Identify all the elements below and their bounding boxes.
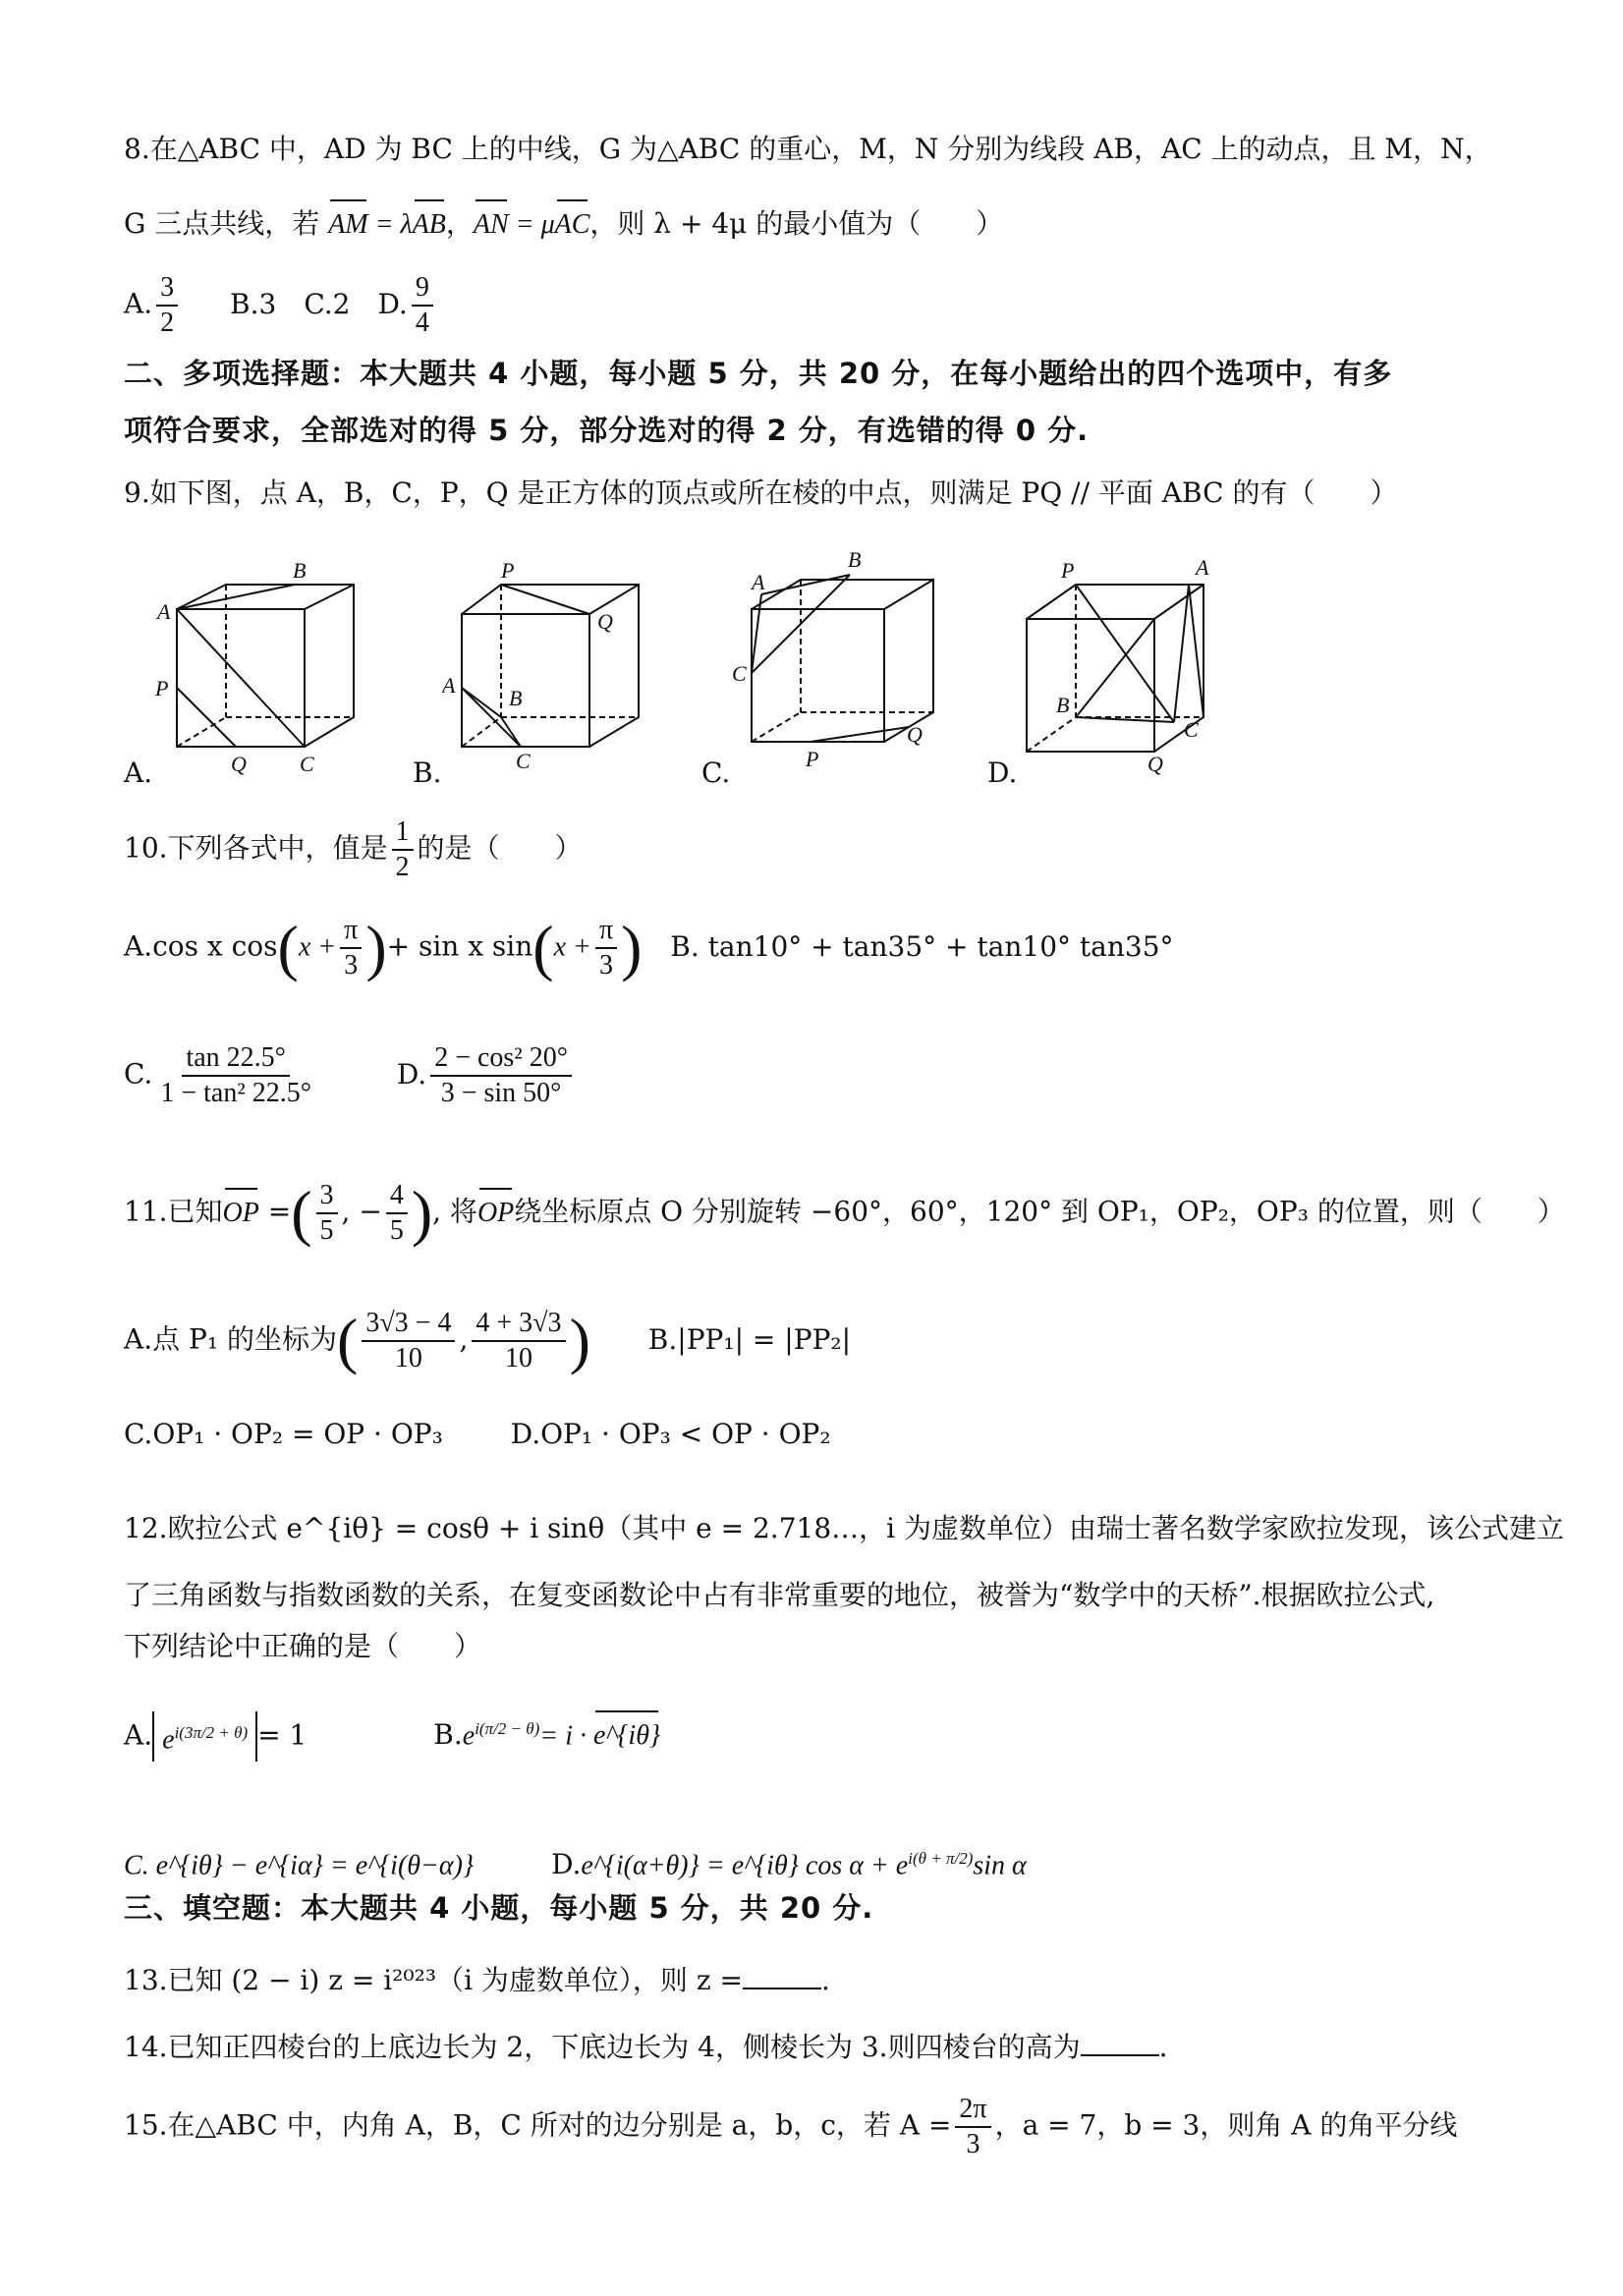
q12-line1: 12.欧拉公式 e^{iθ} = cosθ + i sinθ（其中 e = 2.718…，i 为虚数单位）由瑞士著名数学家欧拉发现，该公式建立 [124,1512,1565,1544]
fig-d-label-c: C [1184,717,1199,742]
q11-frac2 [386,1179,408,1248]
q12-option-a-abs [152,1711,257,1762]
fig-c-label-q: Q [907,722,923,747]
vector-ab: AB [413,205,446,245]
fig-c-label-p: P [806,747,819,771]
section3-title: 三、填空题：本大题共 4 小题，每小题 5 分，共 20 分. [124,1891,874,1925]
q15 [124,2093,1457,2161]
frac-den: 5 [389,1215,404,1246]
q10-post: 的是（ ） [417,831,583,865]
frac-den: 2 [160,308,175,338]
frac-num: 3 [156,271,178,307]
q12-option-a-label: A. [124,1718,153,1752]
section2-line1: 二、多项选择题：本大题共 4 小题，每小题 5 分，共 20 分，在每小题给出的四个选项中，有多 [124,357,1393,390]
q10-option-a-frac1 [340,914,362,982]
frac-num: 1 [392,815,414,851]
q8-options-bcd: B.3 C.2 D. [230,287,408,320]
q11-options-cd [124,1415,831,1454]
q11-stem: 11.已知OP =( $\frac{3}{5}$ , − $\frac{4}{5}$ ), 将OP绕坐标原点 O 分别旋转 −60°，60°，120° 到 OP₁，OP₂，OP₃ 的位置，则（ ） [124,1178,1565,1248]
q11-mid: , 将 [432,1195,477,1228]
fig-a-label-b: B [293,558,307,583]
q8-eq-lambda: = λ [367,209,413,240]
q11-option-d: D.OP₁ · OP₃ < OP · OP₂ [510,1418,831,1450]
fig-b-label-b: B [509,686,523,710]
q9-label-c: C. [701,756,731,789]
frac-den: 3 [344,950,359,980]
fig-d-label-p: P [1061,558,1075,583]
q11-pre: 11.已知 [124,1195,223,1228]
q8-line2-pre: G 三点共线，若 [124,207,320,240]
q12-option-c: C. e^{iθ} − e^{iα} = e^{i(θ−α)} [124,1850,475,1881]
q11-comma: , − [341,1195,382,1228]
q12-option-a-eq: = 1 [257,1718,308,1752]
q12-option-b-label: B. [433,1718,463,1752]
vector-ac: AC [555,205,590,245]
q8-line1: 8.在△ABC 中，AD 为 BC 上的中线，G 为△ABC 的重心，M，N 分别为线段 AB，AC 上的动点，且 M，N， [124,133,1492,165]
frac-den: 3 [599,950,613,980]
q11-option-c: C.OP₁ · OP₂ = OP · OP₃ [124,1418,443,1450]
q9-figure-c [722,545,948,776]
vector-op-2: OP [477,1194,514,1233]
fig-b-label-c: C [516,749,531,773]
q9-label-b: B. [413,756,442,789]
fig-c-label-b: B [848,547,862,572]
q10-stem [124,815,583,884]
frac-den: 3 − sin 50° [440,1078,562,1108]
fig-d-label-a: A [1196,555,1209,580]
q10-options-ab: A.cos x cos(x + $\frac{\pi}{3}$ )+ sin x sin(x + $\frac{\pi}{3}$ ) B. tan10° + tan35° + tan10° tan35° [124,913,1174,982]
q8-option-a-fraction [156,271,178,340]
q12-options-ab [124,1709,660,1762]
q12-line3: 下列结论中正确的是（ ） [124,1630,482,1662]
q10-option-d-label: D. [396,1057,427,1091]
fig-a-label-q: Q [231,752,247,776]
q9-label-d: D. [987,756,1018,789]
q12-option-b-exp: i(π/2 − θ) [475,1719,540,1738]
frac-den: 4 [415,308,429,338]
q8-options [124,271,437,340]
q10-options-cd [124,1041,576,1110]
q12-options-cd [124,1839,1027,1885]
q10-option-a-pre: A.cos x cos [124,929,278,963]
frac-num: 2π [955,2093,990,2128]
vector-op: OP [223,1194,259,1233]
q14 [124,2028,1167,2067]
frac-den: 1 − tan² 22.5° [160,1078,311,1108]
frac-num: 3 [316,1179,338,1214]
q11-frac1 [316,1179,338,1248]
q14-end: . [1158,2031,1168,2063]
vector-an: AN [474,205,509,245]
q12-option-a-base: e [162,1724,175,1756]
fig-a-label-a: A [157,599,171,624]
frac-den: 2 [395,852,410,882]
q8-eq-mu: = μ [508,209,555,240]
q13-text: 13.已知 (2 − i) z = i²⁰²³（i 为虚数单位），则 z = [124,1964,743,1996]
q8-option-d-fraction [412,271,433,340]
q10-option-a-frac2 [595,914,617,982]
q8-sep: ， [445,207,474,240]
frac-num: 9 [412,271,433,307]
q12-option-d-label: D. [551,1848,582,1881]
q11-option-a-pre: A.点 P₁ 的坐标为 [124,1322,337,1356]
q12-option-b-conjugate: e^{iθ} [593,1716,660,1756]
q10-option-a-x2: x + [553,931,591,963]
q10-pre: 10.下列各式中，值是 [124,831,388,865]
fig-c-label-c: C [732,661,747,686]
frac-den: 3 [966,2129,980,2159]
fig-d-label-q: Q [1147,752,1163,776]
fig-b-label-p: P [501,558,515,583]
q14-text: 14.已知正四棱台的上底边长为 2，下底边长为 4，侧棱长为 3.则四棱台的高为 [124,2031,1081,2063]
frac-num: 3√3 − 4 [362,1307,455,1342]
frac-den: 5 [319,1215,334,1246]
q12-option-d-exp: i(θ + π/2) [908,1849,974,1868]
q13-end: . [820,1964,830,1996]
frac-num: tan 22.5° [182,1041,289,1077]
q11-post: 绕坐标原点 O 分别旋转 −60°，60°，120° 到 OP₁，OP₂，OP₃ 的位置，则（ ） [514,1195,1565,1228]
vector-am: AM [328,205,367,245]
q11-options-ab: A.点 P₁ 的坐标为( $\frac{3√3 - 4}{10}$ , $\frac{4 + 3√3}{10}$ ) B.|PP₁| = |PP₂| [124,1306,852,1375]
q8-line2 [124,204,1003,245]
q12-option-a-exp: i(3π/2 + θ) [174,1723,249,1743]
q9-figure-d [1007,550,1233,776]
frac-num: 4 [386,1179,408,1214]
fig-b-label-a: A [442,673,456,698]
q10-fraction [392,815,414,884]
q14-answer-blank[interactable] [1081,2031,1159,2056]
q9-label-a: A. [124,756,153,789]
section2-line2: 项符合要求，全部选对的得 5 分，部分选对的得 2 分，有选错的得 0 分. [124,414,1090,447]
fig-b-label-q: Q [597,609,613,634]
q11-option-a-frac1 [362,1307,455,1375]
q10-option-d-frac [430,1041,572,1110]
q10-option-a-mid: + sin x sin [386,929,533,963]
q12-option-d-rhs: sin α [973,1850,1027,1881]
frac-den: 10 [394,1343,422,1373]
q10-option-c-label: C. [124,1057,153,1091]
q11-option-a-frac2 [472,1307,565,1375]
frac-num: π [340,914,362,949]
frac-num: 2 − cos² 20° [430,1041,572,1077]
q12-option-b-base: e [462,1720,476,1752]
q8-option-a-label: A. [124,287,153,320]
fig-d-label-b: B [1056,693,1070,717]
q10-option-a-x1: x + [298,931,337,963]
fig-a-label-p: P [155,676,169,700]
q15-pre: 15.在△ABC 中，内角 A，B，C 所对的边分别是 a，b，c，若 A = [124,2108,952,2142]
q15-fraction [955,2093,990,2161]
fig-c-label-a: A [752,570,765,594]
q9-figure-a [147,550,373,776]
fig-a-label-c: C [300,752,314,776]
q11-option-b: B.|PP₁| = |PP₂| [647,1322,852,1356]
q12-option-d-lhs: e^{i(α+θ)} = e^{iθ} cos α + e [581,1850,909,1881]
q11-eq: = [258,1195,292,1228]
q15-post: ，a = 7，b = 3，则角 A 的角平分线 [994,2108,1458,2142]
q13 [124,1961,830,2000]
q9-text: 9.如下图，点 A，B，C，P，Q 是正方体的顶点或所在棱的中点，则满足 PQ // 平面 ABC 的有（ ） [124,476,1398,509]
q9-figure-b [442,550,658,776]
frac-den: 10 [504,1343,532,1373]
frac-num: 4 + 3√3 [472,1307,565,1342]
q10-option-c-frac [156,1041,315,1110]
q10-option-b: B. tan10° + tan35° + tan10° tan35° [670,929,1174,963]
frac-num: π [595,914,617,949]
q8-line2-post: ，则 λ + 4μ 的最小值为（ ） [589,207,1004,240]
q12-option-b-eq: = i · [539,1720,593,1752]
q13-answer-blank[interactable] [743,1964,821,1989]
q12-line2: 了三角函数与指数函数的关系，在复变函数论中占有非常重要的地位，被誉为“数学中的天桥”.根据欧拉公式, [124,1579,1435,1611]
